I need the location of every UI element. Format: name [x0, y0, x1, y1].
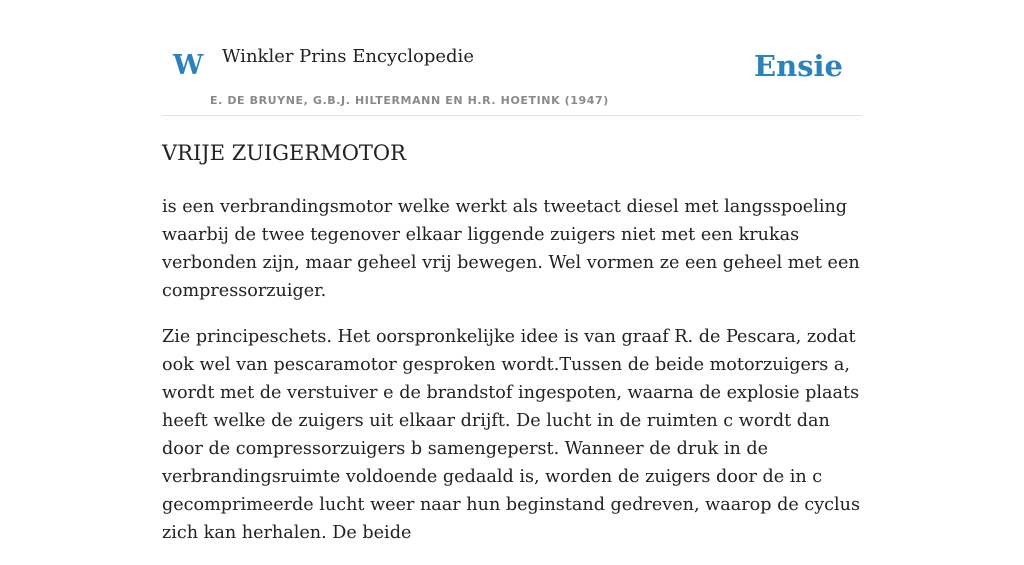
article-body [162, 193, 862, 565]
article-title: VRIJE ZUIGERMOTOR [162, 141, 406, 165]
winkler-prins-logo[interactable]: W [173, 50, 204, 81]
ensie-brand-logo[interactable]: Ensie [754, 49, 843, 83]
authors-line: E. DE BRUYNE, G.B.J. HILTERMANN EN H.R. HOETINK (1947) [210, 94, 609, 107]
header [162, 0, 862, 116]
site-title[interactable]: Winkler Prins Encyclopedie [222, 46, 474, 67]
article-paragraph: Zie principeschets. Het oorspronkelijke idee is van graaf R. de Pescara, zodat ook wel van pescaramotor gesproken wordt.Tussen de beide motorzuigers a, wordt met de verstuiver e de brandstof ingespoten, waarna de explosie plaats heeft welke de zuigers uit elkaar drijft. De lucht in de ruimten c wordt dan door de compressorzuigers b samengeperst. Wanneer de druk in de verbrandingsruimte voldoende gedaald is, worden de zuigers door de in c gecomprimeerde lucht weer naar hun beginstand gedreven, waarop de cyclus zich kan herhalen. De beide [162, 327, 860, 543]
article-paragraph: is een verbrandingsmotor welke werkt als tweetact diesel met langsspoeling waarbij de twee tegenover elkaar liggende zuigers niet met een krukas verbonden zijn, maar geheel vrij bewegen. Wel vormen ze een geheel met een compressorzuiger. [162, 197, 860, 301]
